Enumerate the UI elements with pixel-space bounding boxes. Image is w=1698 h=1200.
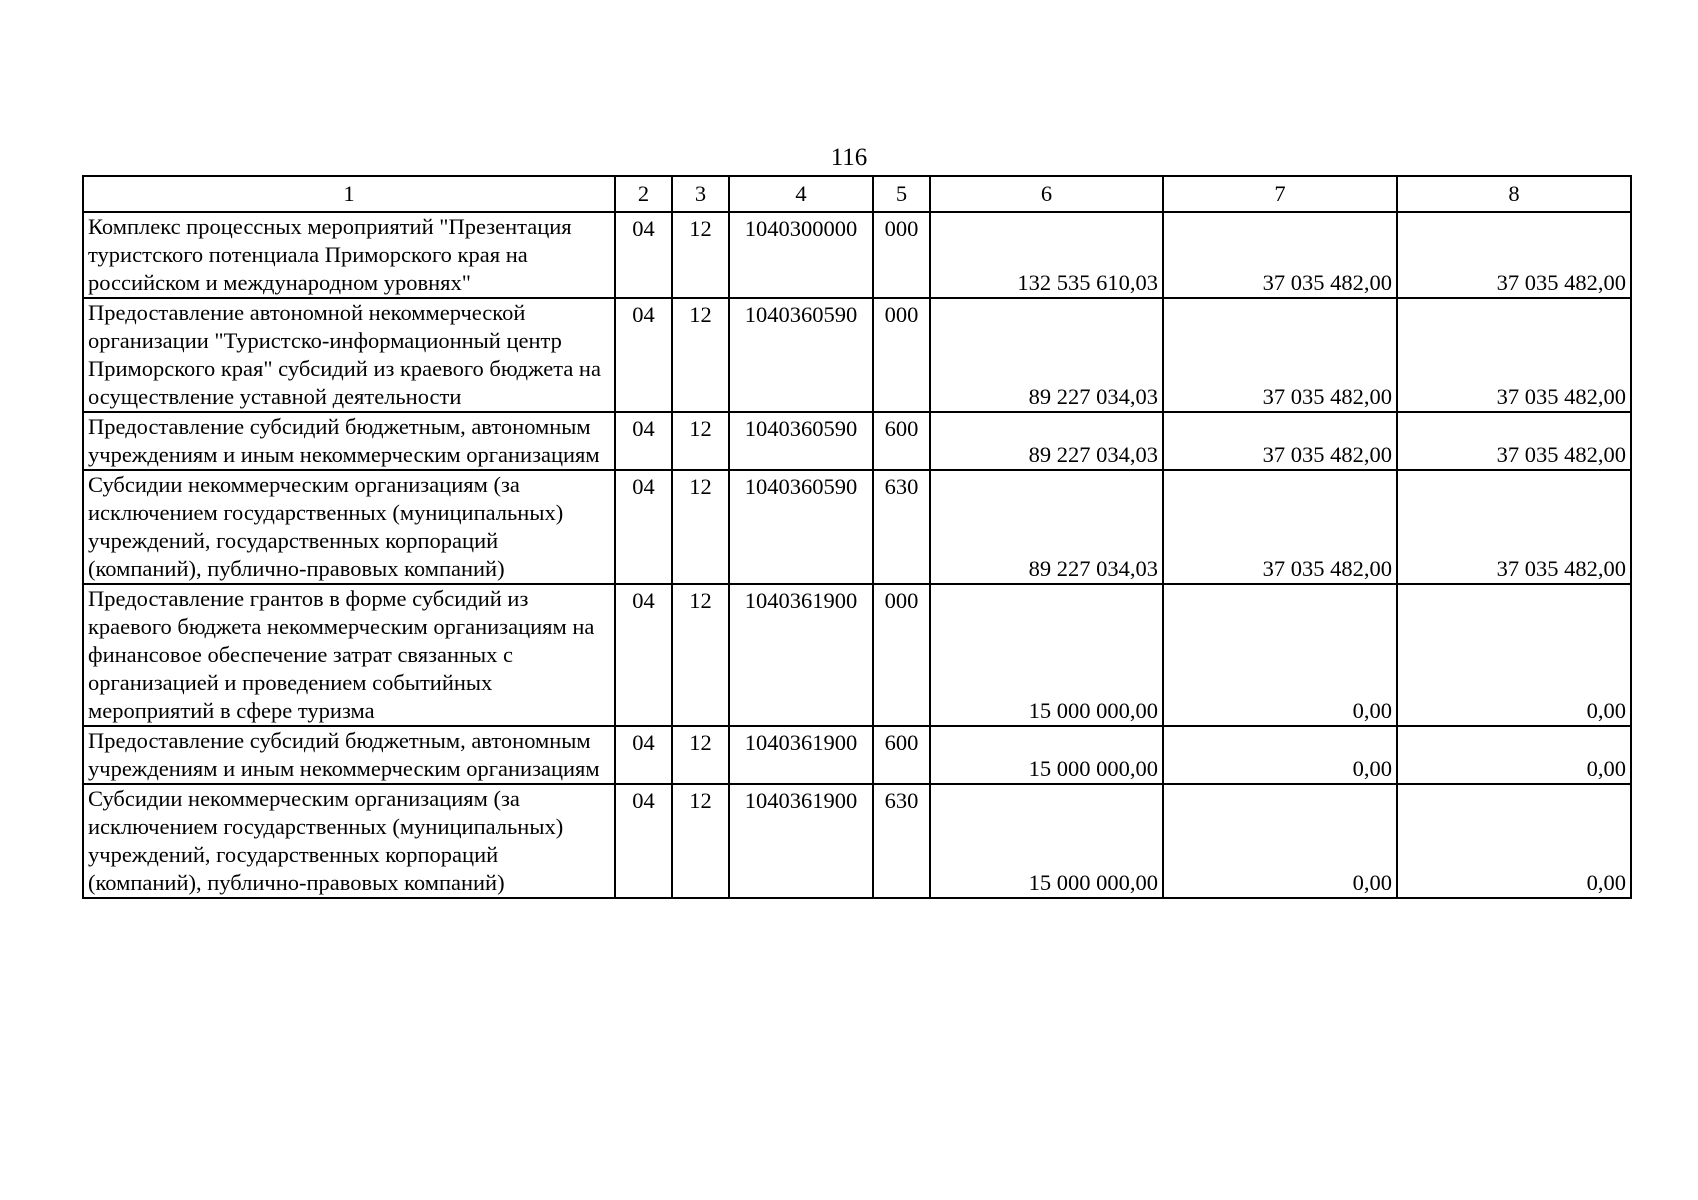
expense-type-code: 630	[873, 470, 930, 584]
table-row	[83, 298, 1631, 412]
subsection-code: 12	[672, 298, 729, 412]
subsection-code: 12	[672, 584, 729, 726]
table-row	[83, 212, 1631, 298]
column-number-1: 1	[83, 176, 615, 212]
amount-col-6: 15 000 000,00	[930, 584, 1163, 726]
column-number-4: 4	[729, 176, 873, 212]
target-article-code: 1040361900	[729, 584, 873, 726]
column-number-7: 7	[1163, 176, 1397, 212]
column-number-5: 5	[873, 176, 930, 212]
amount-col-6: 132 535 610,03	[930, 212, 1163, 298]
target-article-code: 1040361900	[729, 784, 873, 898]
amount-col-8: 37 035 482,00	[1397, 212, 1631, 298]
amount-col-8: 37 035 482,00	[1397, 470, 1631, 584]
target-article-code: 1040360590	[729, 298, 873, 412]
column-number-row	[83, 176, 1631, 212]
column-number-2: 2	[615, 176, 672, 212]
section-code: 04	[615, 784, 672, 898]
section-code: 04	[615, 298, 672, 412]
amount-col-8: 37 035 482,00	[1397, 412, 1631, 470]
column-number-3: 3	[672, 176, 729, 212]
amount-col-8: 0,00	[1397, 584, 1631, 726]
expense-type-code: 000	[873, 584, 930, 726]
row-name: Комплекс процессных мероприятий "Презентация туристского потенциала Приморского края на российском и международном уровнях"	[83, 212, 615, 298]
amount-col-6: 15 000 000,00	[930, 784, 1163, 898]
amount-col-6: 89 227 034,03	[930, 470, 1163, 584]
expense-type-code: 000	[873, 298, 930, 412]
expense-type-code: 630	[873, 784, 930, 898]
amount-col-7: 37 035 482,00	[1163, 298, 1397, 412]
target-article-code: 1040360590	[729, 412, 873, 470]
amount-col-6: 89 227 034,03	[930, 412, 1163, 470]
subsection-code: 12	[672, 412, 729, 470]
table-row	[83, 584, 1631, 726]
amount-col-8: 0,00	[1397, 784, 1631, 898]
target-article-code: 1040300000	[729, 212, 873, 298]
section-code: 04	[615, 584, 672, 726]
section-code: 04	[615, 470, 672, 584]
amount-col-8: 0,00	[1397, 726, 1631, 784]
row-name: Предоставление субсидий бюджетным, автономным учреждениям и иным некоммерческим организациям	[83, 726, 615, 784]
subsection-code: 12	[672, 470, 729, 584]
expense-type-code: 000	[873, 212, 930, 298]
page-number: 116	[830, 144, 868, 171]
amount-col-6: 89 227 034,03	[930, 298, 1163, 412]
budget-table	[82, 175, 1632, 899]
amount-col-7: 0,00	[1163, 784, 1397, 898]
row-name: Предоставление грантов в форме субсидий из краевого бюджета некоммерческим организациям на финансовое обеспечение затрат связанных с организацией и проведением событийных мероприятий в сфере туризма	[83, 584, 615, 726]
amount-col-7: 37 035 482,00	[1163, 212, 1397, 298]
table-row	[83, 784, 1631, 898]
amount-col-6: 15 000 000,00	[930, 726, 1163, 784]
row-name: Субсидии некоммерческим организациям (за исключением государственных (муниципальных) учреждений, государственных корпораций (компаний), публично-правовых компаний)	[83, 784, 615, 898]
amount-col-8: 37 035 482,00	[1397, 298, 1631, 412]
amount-col-7: 37 035 482,00	[1163, 412, 1397, 470]
target-article-code: 1040360590	[729, 470, 873, 584]
expense-type-code: 600	[873, 726, 930, 784]
table-row	[83, 726, 1631, 784]
row-name: Предоставление субсидий бюджетным, автономным учреждениям и иным некоммерческим организациям	[83, 412, 615, 470]
subsection-code: 12	[672, 726, 729, 784]
subsection-code: 12	[672, 784, 729, 898]
subsection-code: 12	[672, 212, 729, 298]
expense-type-code: 600	[873, 412, 930, 470]
section-code: 04	[615, 412, 672, 470]
amount-col-7: 0,00	[1163, 726, 1397, 784]
column-number-6: 6	[930, 176, 1163, 212]
amount-col-7: 0,00	[1163, 584, 1397, 726]
section-code: 04	[615, 212, 672, 298]
column-number-8: 8	[1397, 176, 1631, 212]
section-code: 04	[615, 726, 672, 784]
row-name: Предоставление автономной некоммерческой организации "Туристско-информационный центр Приморского края" субсидий из краевого бюджета на осуществление уставной деятельности	[83, 298, 615, 412]
target-article-code: 1040361900	[729, 726, 873, 784]
amount-col-7: 37 035 482,00	[1163, 470, 1397, 584]
table-row	[83, 470, 1631, 584]
table-row	[83, 412, 1631, 470]
row-name: Субсидии некоммерческим организациям (за исключением государственных (муниципальных) учреждений, государственных корпораций (компаний), публично-правовых компаний)	[83, 470, 615, 584]
